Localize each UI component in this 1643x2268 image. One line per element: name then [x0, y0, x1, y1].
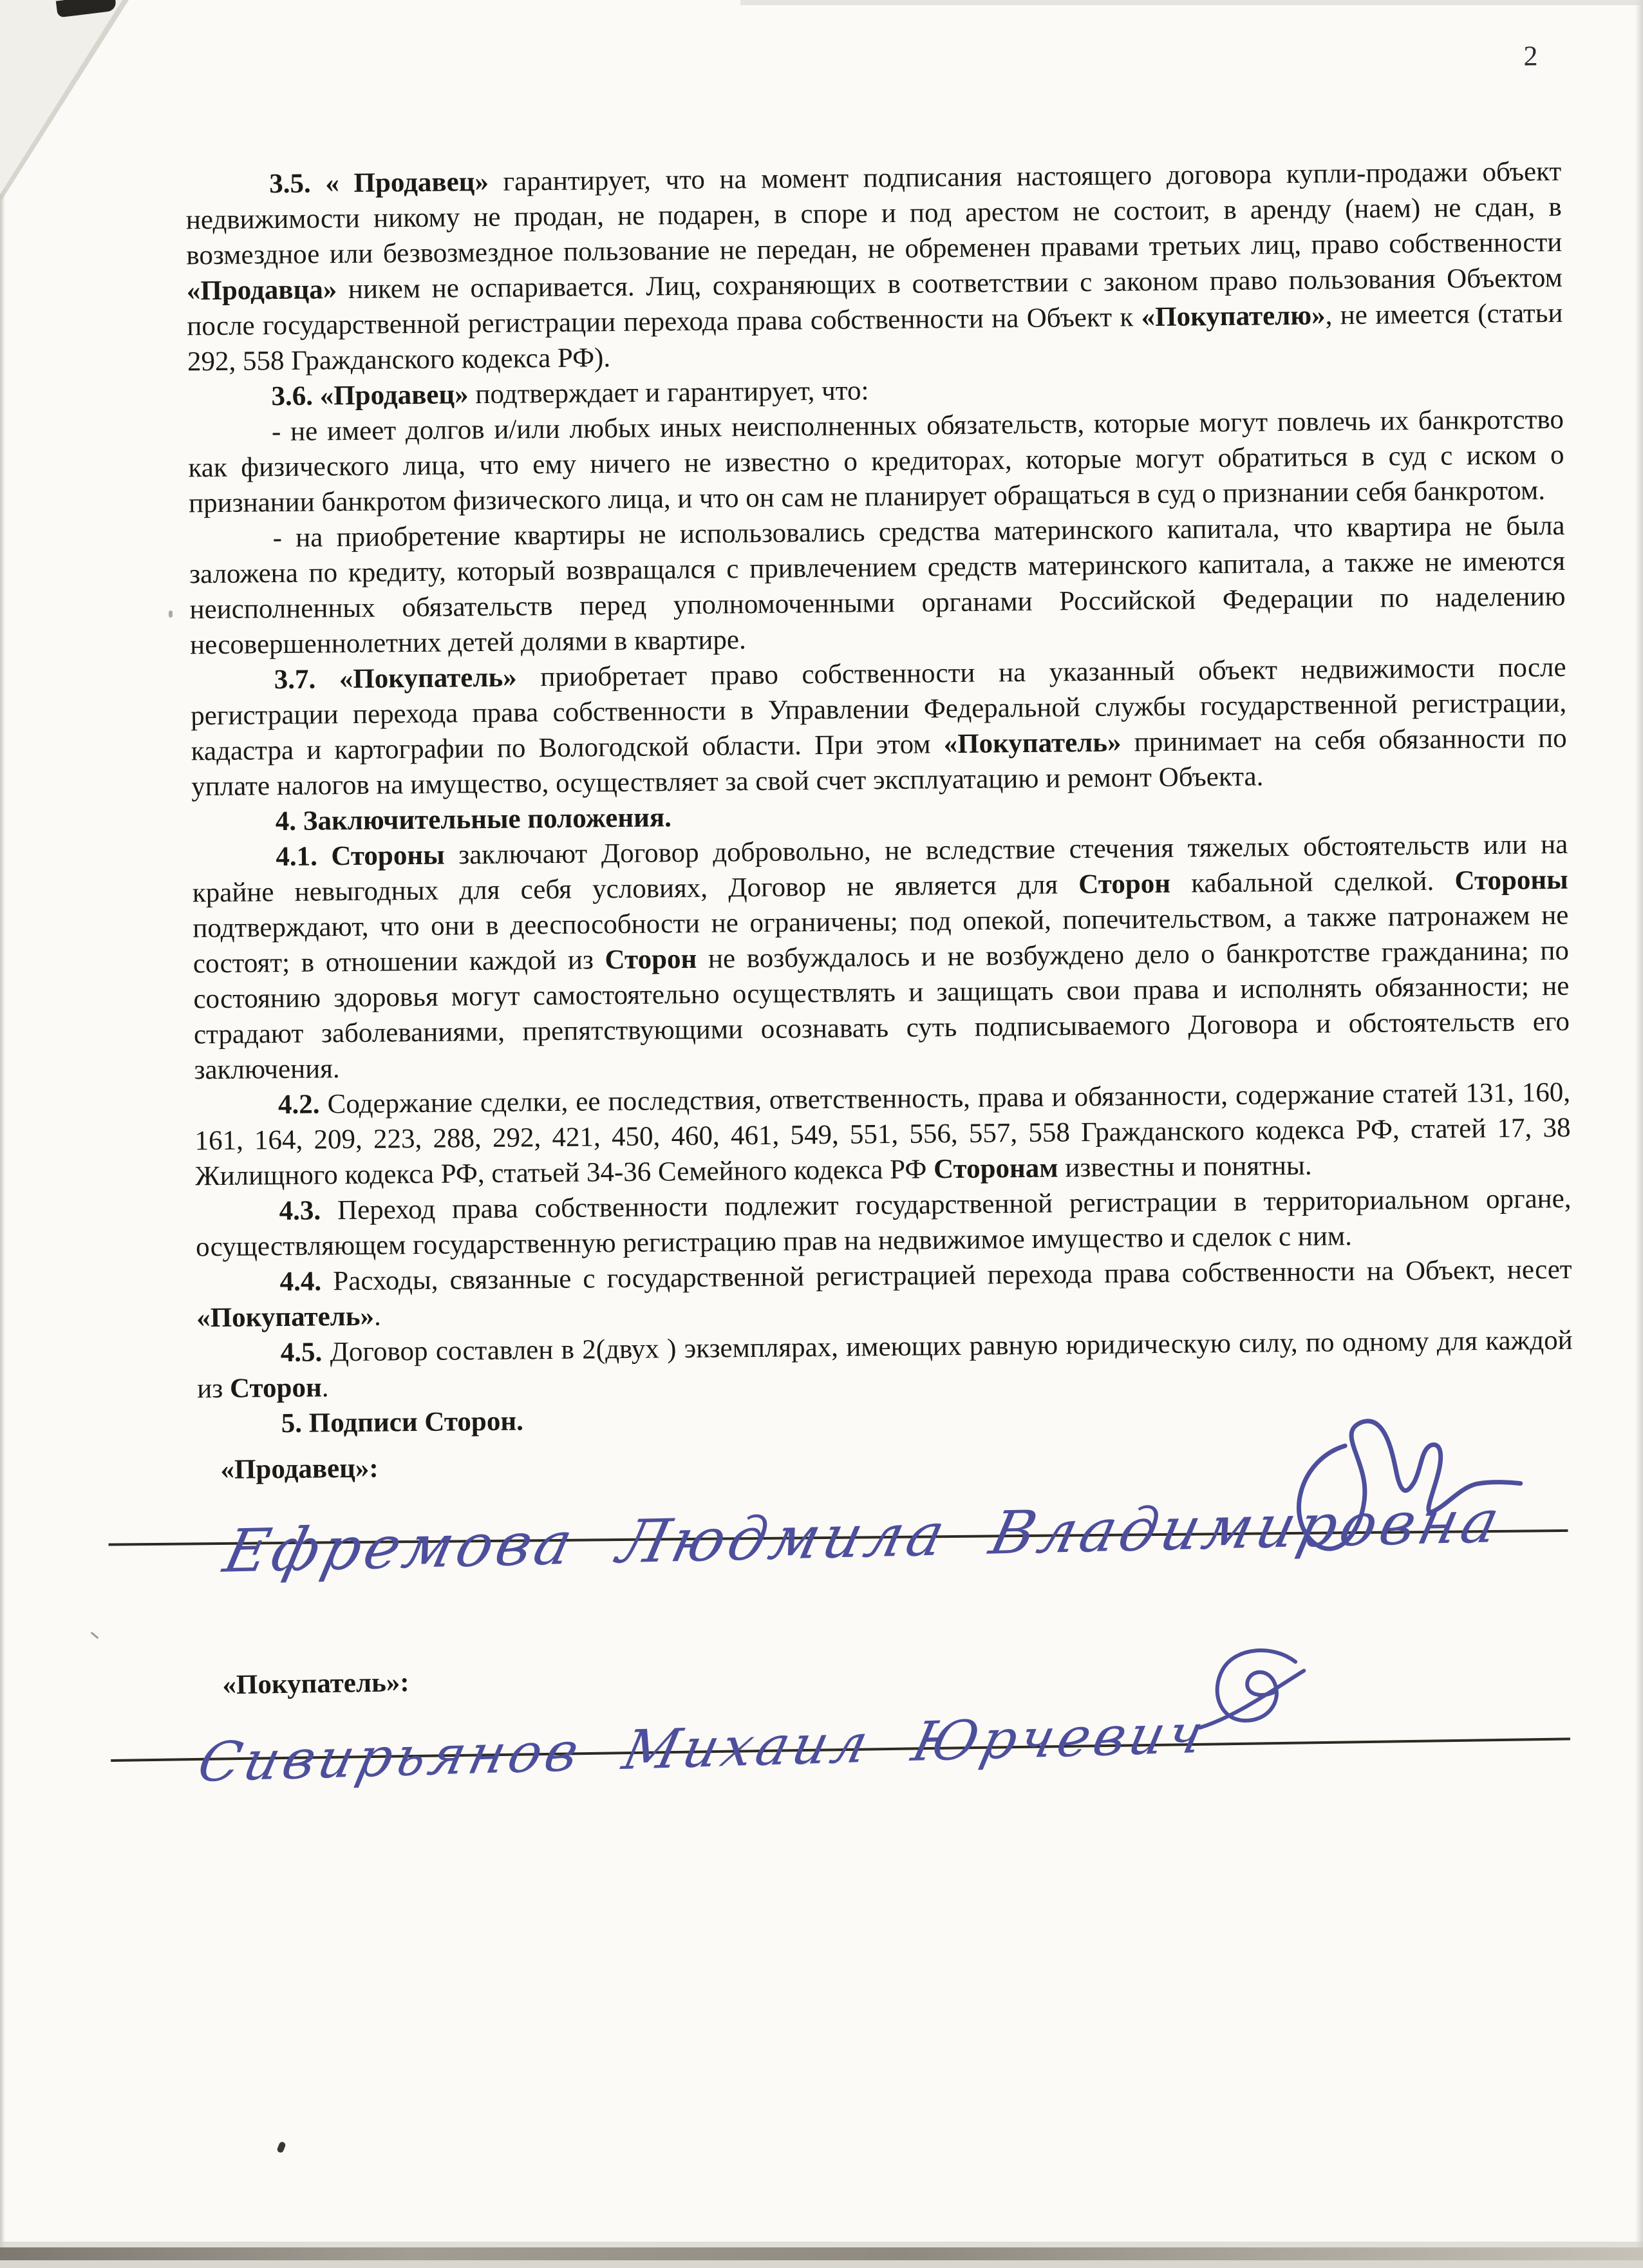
- buyer-signature-name: Сивирьянов Михаил Юрчевич: [196, 1716, 1210, 1781]
- clause-4-4: 4.4. Расходы, связанные с государственной регистрацией перехода права собственности на Объект, несет «Покупатель».: [196, 1252, 1572, 1336]
- seller-signature-name: Ефремова Людмила Владимировна: [221, 1504, 1505, 1569]
- clause-4-1: 4.1. Стороны заключают Договор добровольно, не вследствие стечения тяжелых обстоятельств или на крайне невыгодных для себя условиях, Договор не является для Сторон кабальной сделкой. Стороны подтверждают, что они в дееспособности не ограничены; под опекой, попечительством, а также патронажем не состоят; в отношении каждой из Сторон не возбуждалось и не возбуждено дело о банкротстве гражданина; по состоянию здоровья могут самостоятельно осуществлять и защищать свои права и исполнять обязанности; не страдают заболеваниями, препятствующими осознавать суть подписываемого Договора и обстоятельств его заключения.: [192, 827, 1570, 1088]
- page-number: 2: [1523, 38, 1538, 73]
- seller-label: «Продавец»:: [198, 1439, 1573, 1488]
- buyer-signature-block: [200, 1647, 1577, 1761]
- clause-4-3: 4.3. Переход права собственности подлежит государственной регистрации в территориальном органе, осуществляющем государственную регистрацию прав на недвижимое имущество и сделок с ним.: [195, 1181, 1572, 1265]
- section-4-heading: 4. Заключительные положения.: [192, 791, 1568, 840]
- seller-signature-block: [198, 1439, 1574, 1545]
- clause-3-7: 3.7. «Покупатель» приобретает право собственности на указанный объект недвижимости после регистрации перехода права собственности в Управлении Федеральной службы государственной регистрации, кадастра и картографии по Вологодской области. При этом «Покупатель» принимает на себя обязанности по уплате налогов на имущество, осуществляет за свой счет эксплуатацию и ремонт Объекта.: [190, 650, 1567, 805]
- clause-4-2: 4.2. Содержание сделки, ее последствия, ответственность, права и обязанности, содержание статей 131, 160, 161, 164, 209, 223, 288, 292, 421, 450, 460, 461, 549, 551, 556, 557, 558 Гражданского кодекса РФ, статей 17, 38 Жилищного кодекса РФ, статьей 34-36 Семейного кодекса РФ Сторонам известны и понятны.: [194, 1075, 1571, 1195]
- clause-3-6-item-1: - не имеет долгов и/или любых иных неисполненных обязательств, которые могут повлечь их банкротство как физического лица, что ему ничего не известно о кредиторах, которые могут обратиться в суд с иском о признании банкротом физического лица, и что он сам не планирует обращаться в суд о признании себя банкротом.: [188, 402, 1564, 522]
- section-5-heading: 5. Подписи Сторон.: [198, 1394, 1573, 1442]
- clause-4-5: 4.5. Договор составлен в 2(двух ) экземплярах, имеющих равную юридическую силу, по одному для каждой из Сторон.: [196, 1323, 1573, 1407]
- clause-3-6-item-2: - на приобретение квартиры не использовались средства материнского капитала, что квартира не была заложена по кредиту, который возвращался с привлечением средств материнского капитала, а также не имеются неисполненных обязательств перед уполномоченными органами Российской Федерации по наделению несовершеннолетних детей долями в квартире.: [189, 508, 1566, 663]
- clause-3-5: 3.5. « Продавец» гарантирует, что на момент подписания настоящего договора купли-продажи объект недвижимости никому не продан, не подарен, в споре и под арестом не состоит, в аренду (наем) не сдан, в возмездное или безвозмездное пользование не передан, не обременен правами третьих лиц, право собственности «Продавца» никем не оспаривается. Лиц, сохраняющих в соответствии с законом право пользования Объектом после государственной регистрации перехода права собственности на Объект к «Покупателю», не имеется (статьи 292, 558 Гражданского кодекса РФ).: [185, 154, 1563, 379]
- buyer-label: «Покупатель»:: [200, 1647, 1576, 1703]
- clause-3-6: 3.6. «Продавец» подтверждает и гарантирует, что:: [187, 366, 1563, 415]
